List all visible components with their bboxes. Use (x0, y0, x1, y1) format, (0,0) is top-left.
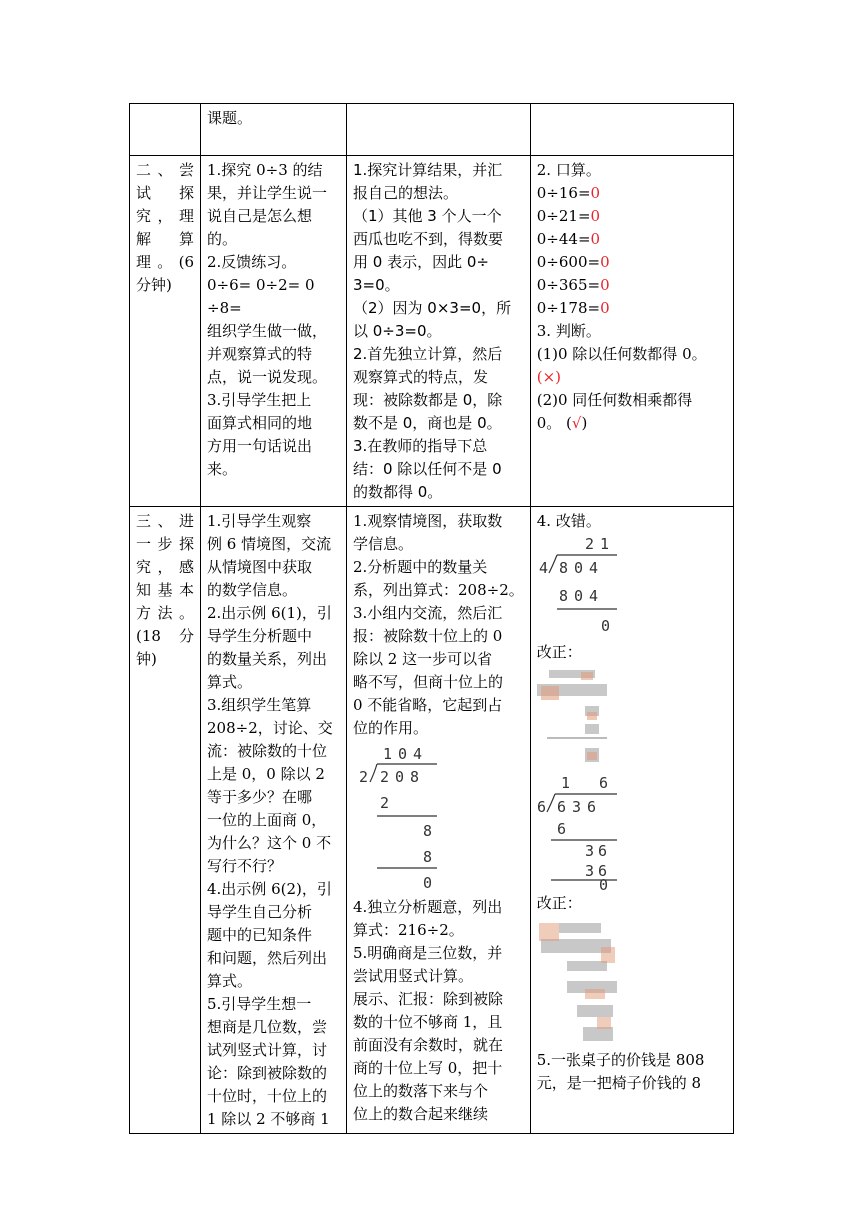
quotient-digit: 6 (598, 774, 608, 792)
text-line: 2.分析题中的数量关 (353, 558, 488, 576)
exercise-title: 4. 改错。 (536, 512, 601, 530)
text-line: （1）其他 3 个人一个 (353, 207, 502, 225)
text-line: 展示、汇报：除到被除 (353, 990, 504, 1008)
text-line: 3=0。 (353, 276, 400, 294)
exercise-cell (530, 507, 733, 1134)
dividend: 804 (558, 559, 604, 577)
text-line: 面算式相同的地 (207, 414, 313, 432)
text-line: 位上的数落下来与个 (353, 1082, 489, 1100)
step-value: 36 (584, 862, 611, 880)
table-row (130, 156, 734, 507)
text-line: ÷8= (207, 299, 242, 317)
oral-answer: 0 (590, 230, 601, 248)
text-line: 除以 2 这一步可以省 (353, 650, 493, 668)
text-line: 5.引导学生想一 (207, 995, 312, 1013)
oral-question: 0÷21= (536, 207, 591, 225)
step-value: 2 (380, 794, 390, 812)
step-value: 6 (556, 820, 566, 838)
oral-question: 0÷178= (536, 299, 601, 317)
text-line: 元，是一把椅子价钱的 8 (536, 1074, 702, 1092)
oral-answer: 0 (590, 207, 601, 225)
text-line: 2.反馈练习。 (207, 253, 297, 271)
text-line: 1.探究 0÷3 的结 (207, 161, 323, 179)
text-line: 208÷2，讨论、交 (207, 719, 333, 737)
handwritten-correction-image (537, 666, 617, 770)
text-line: 果，并让学生说一 (207, 184, 328, 202)
text-line: 并观察算式的特 (207, 345, 313, 363)
teacher-activity-cell (201, 156, 347, 507)
text-line: 5.明确商是三位数，并 (353, 944, 503, 962)
text-line: 结：0 除以任何不是 0 (353, 460, 502, 478)
exercise-cell (530, 156, 733, 507)
step-value: 0 (423, 874, 433, 892)
wrong-division-804-by-4 (537, 535, 627, 639)
text-line: 3.在教师的指导下总 (353, 437, 488, 455)
judge-item: (1)0 除以任何数都得 0。 (536, 345, 707, 363)
text-line: 一位的上面商 0， (207, 811, 327, 829)
text-line: 算式。 (207, 972, 253, 990)
divisor: 4 (538, 559, 548, 577)
text-line: 题中的已知条件 (207, 926, 313, 944)
text-line: 尝试用竖式计算。 (353, 967, 474, 985)
step-value: 36 (584, 842, 611, 860)
judge-text: 0。 ( (536, 414, 572, 432)
oral-item (537, 228, 727, 251)
stage-cell (130, 156, 201, 507)
quotient-digit: 1 (560, 774, 570, 792)
oral-question: 0÷16= (536, 184, 591, 202)
check-mark: √ (571, 414, 582, 432)
stage-cell (130, 507, 201, 1134)
division-bracket (549, 555, 557, 573)
oral-answer: 0 (600, 299, 610, 317)
text-line: 2.出示例 6(1)，引 (207, 604, 332, 622)
text-line: (18 分 (136, 627, 194, 645)
quotient-digit: 104 (383, 745, 429, 763)
student-activity-cell (347, 507, 531, 1134)
oral-item (537, 182, 727, 205)
text-line: 来。 (207, 460, 238, 478)
division-bracket (547, 794, 555, 812)
text-line: 位上的数合起来继续 (353, 1105, 489, 1123)
text-line: 方法。 (136, 604, 194, 622)
text-line: 十位时，十位上的 (207, 1087, 328, 1105)
text-line: 商的十位上写 0，把十 (353, 1059, 503, 1077)
text-line: 试列竖式计算，讨 (207, 1041, 328, 1059)
teacher-activity-cell (201, 104, 347, 156)
oral-item (537, 297, 727, 320)
text-line: 算式：216÷2。 (353, 921, 464, 939)
text-line: 的数学信息。 (207, 581, 298, 599)
text-line: 的数量关系，列出 (207, 650, 328, 668)
text-line: 说自己是怎么想 (207, 207, 313, 225)
text-line: 报自己的想法。 (353, 184, 459, 202)
text-line: 3.引导学生把上 (207, 391, 312, 409)
lesson-plan-table (129, 103, 734, 1134)
text-line: 理。(6 (136, 253, 194, 271)
exercise-cell (530, 104, 733, 156)
text-line: 观察算式的特点，发 (353, 368, 489, 386)
teacher-activity-cell (201, 507, 347, 1134)
judge-text: ) (581, 414, 588, 432)
dividend: 208 (380, 768, 426, 786)
text-line: 为什么？这个 0 不 (207, 834, 332, 852)
oral-item (537, 205, 727, 228)
text-line: 上是 0，0 除以 2 (207, 765, 325, 783)
correction-label: 改正： (536, 643, 582, 661)
divisor: 6 (536, 798, 546, 816)
text-line: 系，列出算式：208÷2。 (353, 581, 524, 599)
stage-cell (130, 104, 201, 156)
text-line: 报：被除数十位上的 0 (353, 627, 503, 645)
text-line: 2.首先独立计算，然后 (353, 345, 503, 363)
text-line: 方用一句话说出 (207, 437, 313, 455)
oral-item (537, 251, 727, 274)
text-line: 分钟) (136, 276, 172, 294)
text-line: 究，理 (136, 207, 194, 225)
judge-item (537, 412, 727, 435)
text-line: 论：除到被除数的 (207, 1064, 328, 1082)
step-value: 8 (423, 822, 433, 840)
step-value: 0 (600, 617, 610, 635)
text-line: 3.小组内交流，然后汇 (353, 604, 503, 622)
oral-question: 0÷600= (536, 253, 601, 271)
text-line: 1.观察情境图，获取数 (353, 512, 503, 530)
text-line: 试 探 (136, 184, 194, 202)
judge-title: 3. 判断。 (536, 322, 601, 340)
text-line: 钟) (136, 650, 157, 668)
text-line: 算式。 (207, 673, 253, 691)
text-line: 一步探 (136, 535, 194, 553)
text-line: 的数都得 0。 (353, 483, 443, 501)
oral-answer: 0 (590, 184, 601, 202)
text-line: 学信息。 (353, 535, 414, 553)
text-line: 究，感 (136, 558, 194, 576)
divisor: 2 (359, 768, 369, 786)
text-line: 用 0 表示，因此 0÷ (353, 253, 489, 271)
text-line: 1 除以 2 不够商 1 (207, 1110, 330, 1128)
text-line: 课题。 (207, 109, 253, 127)
text-line: 略不写，但商十位上的 (353, 673, 504, 691)
step-value: 8 (423, 848, 433, 866)
student-activity-cell (347, 156, 531, 507)
table-row (130, 507, 734, 1134)
text-line: 1.引导学生观察 (207, 512, 312, 530)
wrong-division-636-by-6 (537, 772, 627, 890)
text-line: 现：被除数都是 0，除 (353, 391, 503, 409)
oral-item (537, 274, 727, 297)
dividend: 636 (556, 798, 602, 816)
table-row (130, 104, 734, 156)
text-line: 写行不行？ (207, 857, 283, 875)
text-line: 解 算 (136, 230, 194, 248)
text-line: 知基本 (136, 581, 194, 599)
text-line: 导学生自己分析 (207, 903, 313, 921)
student-activity-cell (347, 104, 531, 156)
text-line: 4.独立分析题意，列出 (353, 898, 503, 916)
text-line: 的。 (207, 230, 238, 248)
handwritten-correction-image (537, 917, 627, 1047)
division-bracket (370, 764, 377, 782)
long-division-208-by-2 (353, 742, 453, 894)
text-line: 等于多少？在哪 (207, 788, 313, 806)
text-line: 例 6 情境图，交流 (207, 535, 332, 553)
oral-answer: 0 (600, 276, 610, 294)
step-value: 0 (598, 876, 608, 890)
text-line: 3.组织学生笔算 (207, 696, 312, 714)
text-line: 1.探究计算结果，并汇 (353, 161, 503, 179)
text-line: 和问题，然后列出 (207, 949, 328, 967)
text-line: 三、进 (136, 512, 194, 530)
text-line: 组织学生做一做， (207, 322, 328, 340)
quotient-digit: 21 (584, 535, 615, 553)
text-line: 从情境图中获取 (207, 558, 313, 576)
text-line: 前面没有余数时，就在 (353, 1036, 504, 1054)
text-line: 0 不能省略，它起到占 (353, 696, 503, 714)
text-line: 0÷6= 0÷2= 0 (207, 276, 315, 294)
wrong-mark: (×) (536, 368, 562, 386)
text-line: 4.出示例 6(2)，引 (207, 880, 332, 898)
exercise-title: 2. 口算。 (536, 161, 601, 179)
oral-answer: 0 (600, 253, 610, 271)
text-line: （2）因为 0×3=0，所 (353, 299, 512, 317)
text-line: 点，说一说发现。 (207, 368, 328, 386)
text-line: 数不是 0，商也是 0。 (353, 414, 502, 432)
text-line: 流：被除数的十位 (207, 742, 328, 760)
correction-label: 改正： (536, 894, 582, 912)
text-line: 位的作用。 (353, 719, 429, 737)
text-line: 5.一张桌子的价钱是 808 (536, 1051, 705, 1069)
text-line: 二、尝 (136, 161, 194, 179)
text-line: 导学生分析题中 (207, 627, 313, 645)
text-line: 西瓜也吃不到，得数要 (353, 230, 504, 248)
judge-item: (2)0 同任何数相乘都得 (536, 391, 693, 409)
text-line: 想商是几位数，尝 (207, 1018, 328, 1036)
text-line: 以 0÷3=0。 (353, 322, 442, 340)
oral-question: 0÷44= (536, 230, 591, 248)
step-value: 804 (558, 587, 604, 605)
text-line: 数的十位不够商 1，且 (353, 1013, 503, 1031)
oral-question: 0÷365= (536, 276, 601, 294)
